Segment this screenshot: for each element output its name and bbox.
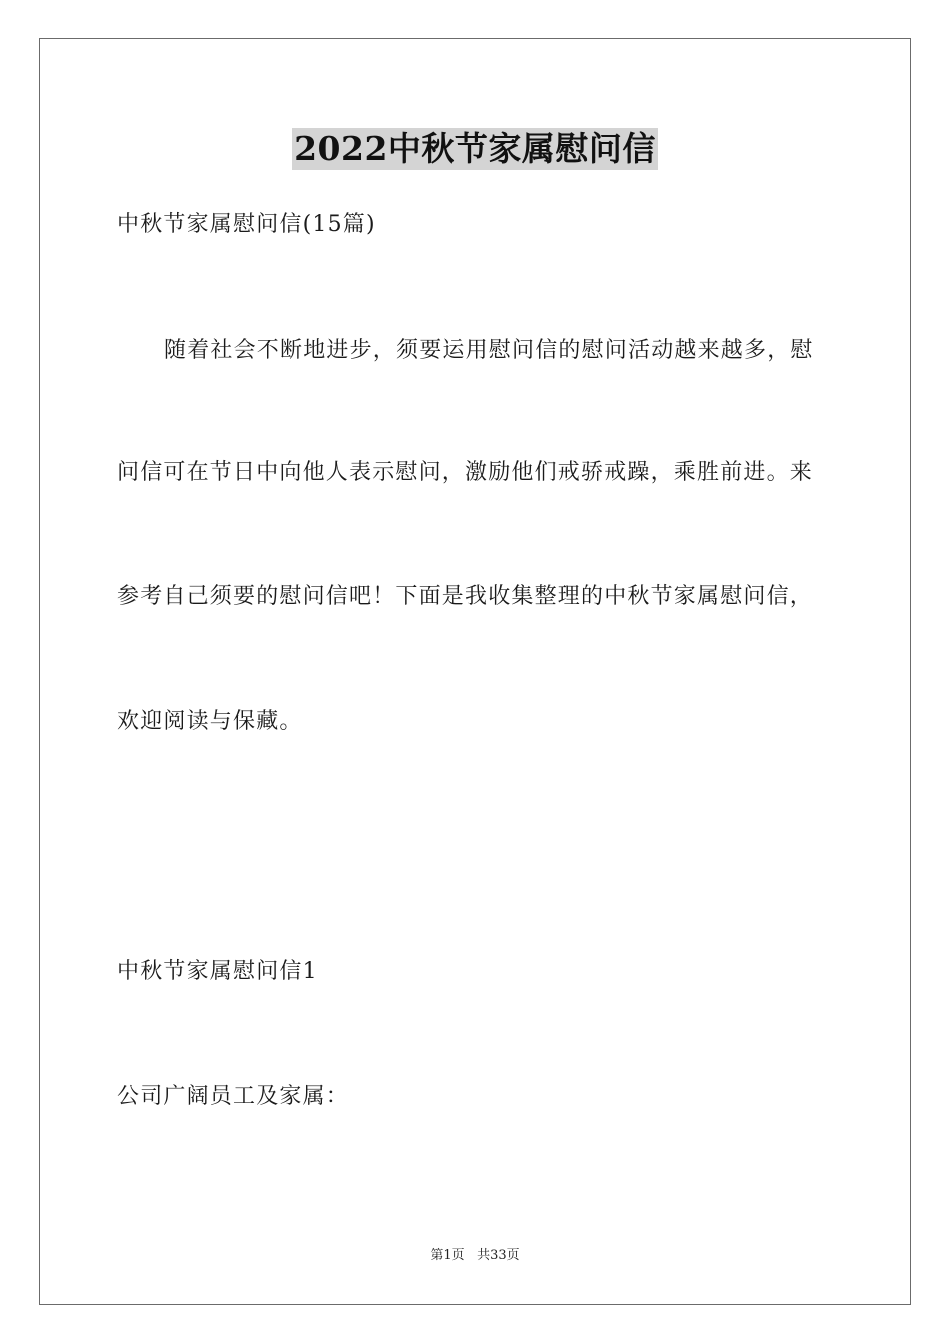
salutation: 公司广阔员工及家属： [117, 1084, 350, 1109]
page-number: 第1页 [430, 1248, 465, 1263]
paragraph-line-1: 随着社会不断地进步，须要运用慰问信的慰问活动越来越多，慰 [164, 338, 814, 363]
page-footer [0, 1247, 950, 1265]
section-heading: 中秋节家属慰问信1 [117, 959, 318, 984]
paragraph-line-2: 问信可在节日中向他人表示慰问，激励他们戒骄戒躁，乘胜前进。来 [117, 460, 814, 485]
paragraph-line-4: 欢迎阅读与保藏。 [117, 709, 303, 734]
document-title: 2022中秋节家属慰问信 [294, 129, 656, 168]
paragraph-line-3: 参考自己须要的慰问信吧！下面是我收集整理的中秋节家属慰问信， [117, 584, 814, 609]
page-total: 共33页 [477, 1248, 520, 1263]
document-subtitle: 中秋节家属慰问信(15篇) [117, 212, 376, 237]
title-container [0, 128, 950, 170]
